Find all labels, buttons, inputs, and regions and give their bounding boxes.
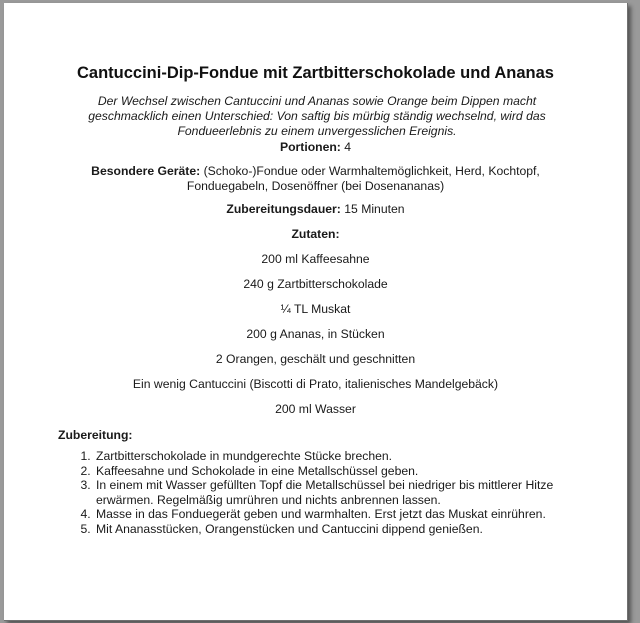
preparation-step: 1. Zartbitterschokolade in mundgerechte Stücke brechen.: [94, 449, 564, 464]
devices-line: [66, 164, 565, 194]
duration-value: 15 Minuten: [344, 202, 405, 216]
duration-label: Zubereitungsdauer:: [226, 202, 341, 216]
preparation-heading: Zubereitung:: [58, 428, 133, 442]
preparation-step: 5. Mit Ananasstücken, Orangenstücken und Cantuccini dippend genießen.: [94, 522, 564, 537]
ingredient-item: 200 g Ananas, in Stücken: [246, 327, 385, 341]
preparation-step: 4. Masse in das Fonduegerät geben und warmhalten. Erst jetzt das Muskat einrühren.: [94, 507, 564, 522]
ingredient-item: ¼ TL Muskat: [280, 302, 351, 316]
devices-value: (Schoko-)Fondue oder Warmhaltemöglichkeit, Herd, Kochtopf, Fonduegabeln, Dosenöffner (bei Dosenananas): [186, 164, 540, 193]
ingredient-item: 200 ml Wasser: [275, 402, 356, 416]
recipe-title: Cantuccini-Dip-Fondue mit Zartbitterschokolade und Ananas: [76, 64, 554, 82]
ingredient-item: 2 Orangen, geschält und geschnitten: [215, 352, 416, 366]
preparation-steps: [56, 449, 564, 537]
preparation-step: 3. In einem mit Wasser gefüllten Topf die Metallschüssel bei niedriger bis mittlerer Hitze erwärmen. Regelmäßig umrühren und nichts anbrennen lassen.: [94, 478, 564, 507]
servings-value: 4: [344, 140, 352, 154]
ingredient-item: Ein wenig Cantuccini (Biscotti di Prato, italienisches Mandelgebäck): [132, 377, 499, 391]
ingredient-item: 200 ml Kaffeesahne: [261, 252, 370, 266]
duration-line: [34, 202, 597, 217]
servings-line: [34, 140, 597, 155]
document-page: [4, 3, 628, 621]
servings-label: Portionen:: [279, 140, 341, 154]
recipe-intro: Der Wechsel zwischen Cantuccini und Ananas sowie Orange beim Dippen macht geschmacklich einen Unterschied: Von saftig bis mürbig ständig wechselnd, wird das Fondueerlebnis zu einem unvergesslichen Ereignis.: [88, 94, 546, 138]
ingredients-heading: Zutaten:: [291, 227, 340, 241]
devices-label: Besondere Geräte:: [91, 164, 201, 178]
ingredient-item: 240 g Zartbitterschokolade: [243, 277, 388, 291]
preparation-step: 2. Kaffeesahne und Schokolade in eine Metallschüssel geben.: [94, 464, 564, 479]
